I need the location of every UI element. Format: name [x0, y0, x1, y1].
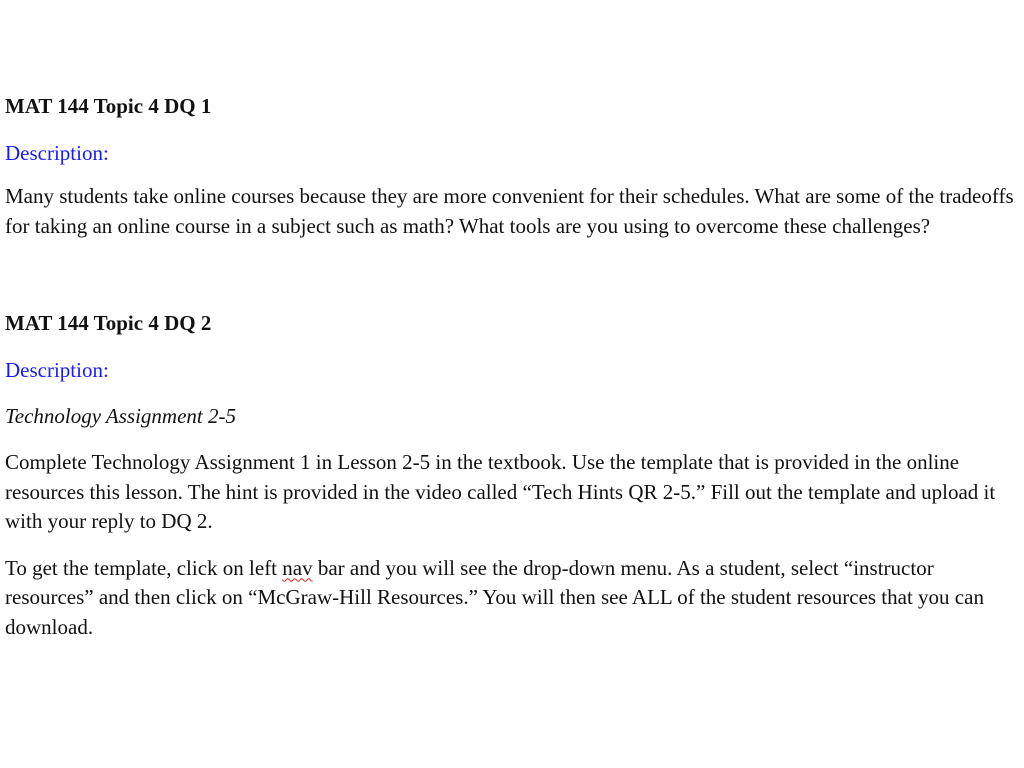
paragraph2-text-before: To get the template, click on left	[5, 555, 283, 580]
section2-heading: MAT 144 Topic 4 DQ 2	[5, 311, 212, 335]
misspelled-word: nav	[282, 555, 313, 580]
section2-paragraph2	[5, 554, 1021, 643]
section2-paragraph1: Complete Technology Assignment 1 in Lesson 2-5 in the textbook. Use the template that is provided in the online resources this lesson. The hint is provided in the video called “Tech Hints QR 2-5.” Fill out the template and upload it with your reply to DQ 2.	[5, 450, 996, 533]
section1-description-label: Description:	[5, 141, 109, 165]
document-page	[5, 93, 1021, 642]
section2-description-label: Description:	[5, 358, 109, 382]
section1-heading: MAT 144 Topic 4 DQ 1	[5, 94, 212, 118]
assignment-title: Technology Assignment 2-5	[5, 404, 236, 428]
paragraph2-text-after: bar and you will see the drop-down menu. As a student, select “instructor resources” and then click on “McGraw-Hill Resources.” You will then see ALL of the student resources that you can download.	[5, 555, 984, 639]
section1-body: Many students take online courses because they are more convenient for their schedules. What are some of the tradeoffs for taking an online course in a subject such as math? What tools are you using to overcome these challenges?	[5, 184, 1014, 238]
